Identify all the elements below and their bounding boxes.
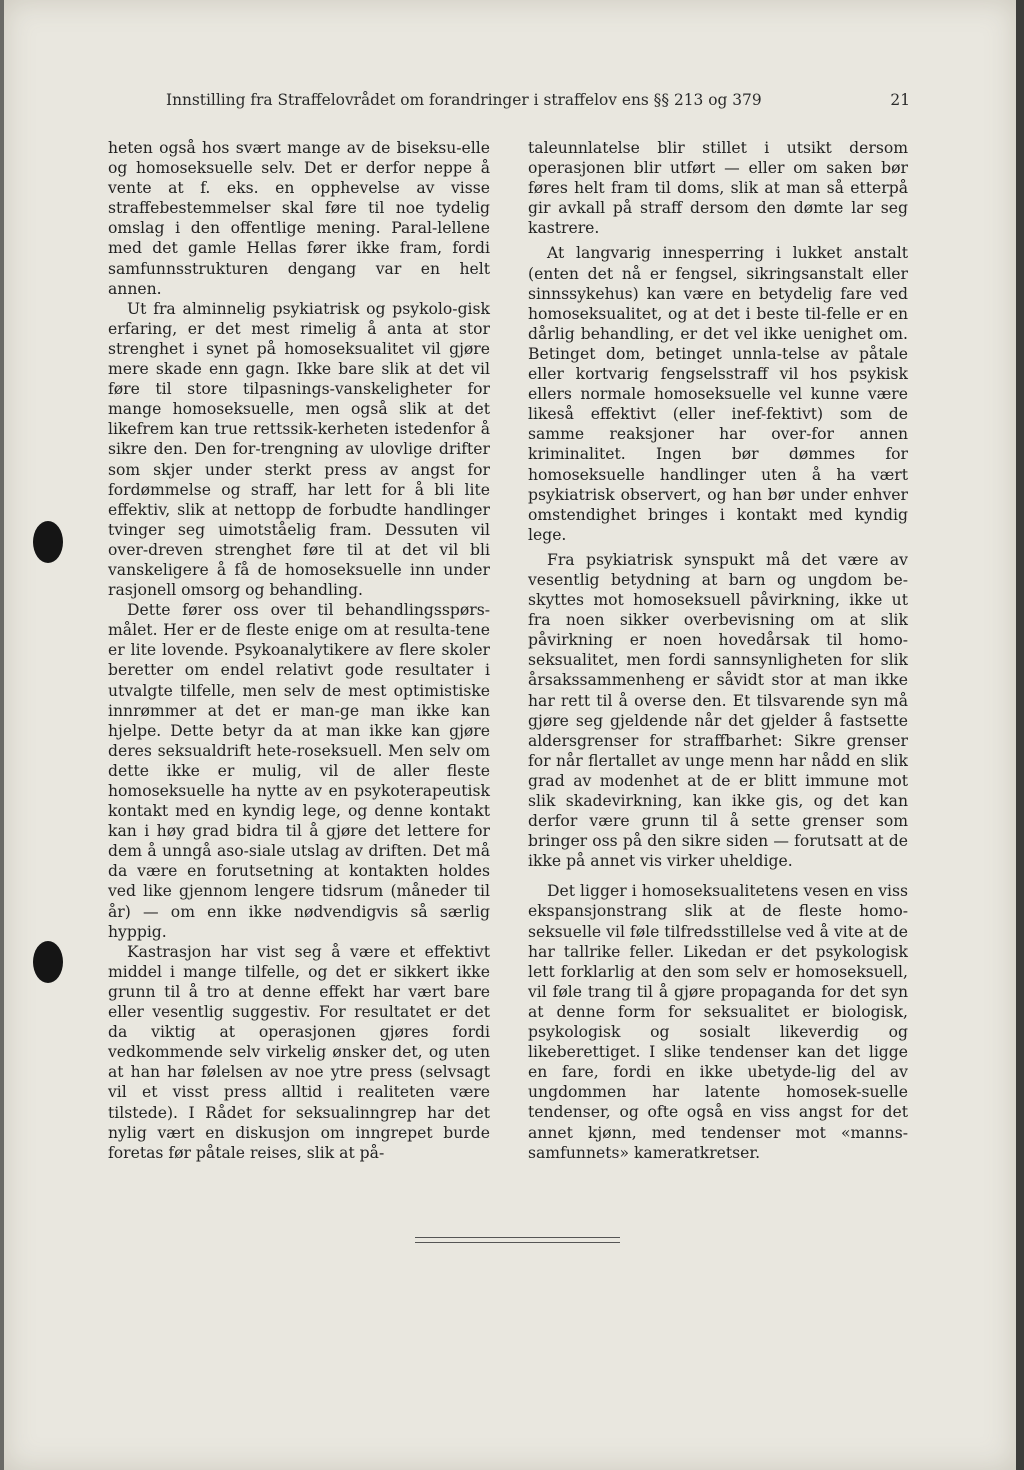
paragraph: Ut fra alminnelig psykiatrisk og psykolo-gisk erfaring, er det mest rimelig å anta at stor strenghet i synet på homoseksualitet vil gjøre mere skade enn gagn. Ikke bare slik at det vil føre til store tilpasnings-vanskeligheter for mange homoseksuelle, men også slik at det likefrem kan true rettssik-kerheten istedenfor å sikre den. Den for-trengning av ulovlige drifter som skjer under sterkt press av angst for fordømmelse og straff, har lett for å bli lite effektiv, slik at nettopp de forbudte handlinger tvinger seg uimotståelig fram. Dessuten vil over-dreven strenghet føre til at det vil bli vanskeligere å få de homoseksuelle inn under rasjonell omsorg og behandling. [108, 299, 490, 600]
punch-hole-upper [33, 521, 63, 563]
paragraph: taleunnlatelse blir stillet i utsikt dersom operasjonen blir utført — eller om saken bør føres helt fram til doms, slik at man så etterpå gir avkall på straff dersom den dømte lar seg kastrere. [528, 139, 908, 238]
left-column [108, 138, 490, 1163]
paragraph: Fra psykiatrisk synspukt må det være av vesentlig betydning at barn og ungdom be-skyttes mot homoseksuell påvirkning, ikke ut fra noen sikker overbevisning om at slik påvirkning er noen hovedårsak til homo-seksualitet, men fordi sannsynligheten for slik årsakssammenheng er såvidt stor at man ikke har rett til å overse den. Et tilsvarende syn må gjøre seg gjeldende når det gjelder å fastsette aldersgrenser for straffbarhet: Sikre grenser for når flertallet av unge menn har nådd en slik grad av modenhet at de er blitt immune mot slik skadevirkning, kan ikke gis, og det kan derfor være grunn til å sette grenser som bringer oss på den sikre siden — forutsatt at de ikke på annet vis virker uheldige. [528, 550, 908, 871]
paragraph: At langvarig innesperring i lukket anstalt (enten det nå er fengsel, sikringsanstalt eller sinnssykehus) kan være en betydelig fare ved homoseksualitet, og at det i beste til-felle er en dårlig behandling, er det vel ikke uenighet om. Betinget dom, betinget unnla-telse av påtale eller kortvarig fengselsstraff vil hos psykisk ellers normale homoseksuelle vel kunne være likeså effektivt (eller inef-fektivt) som de samme reaksjoner har over-for annen kriminalitet. Ingen bør dømmes for homoseksuelle handlinger uten å ha vært psykiatrisk observert, og han bør under enhver omstendighet bringes i kontakt med kyndig lege. [528, 244, 908, 544]
closing-rule [415, 1237, 620, 1243]
paragraph: Kastrasjon har vist seg å være et effektivt middel i mange tilfelle, og det er sikkert ikke grunn til å tro at denne effekt har vært bare eller vesentlig suggestiv. For resultatet er det da viktig at operasjonen gjøres fordi vedkommende selv virkelig ønsker det, og uten at han har følelsen av noe ytre press (selvsagt vil et visst press alltid i realiteten være tilstede). I Rådet for seksualinngrep har det nylig vært en diskusjon om inngrepet burde foretas før påtale reises, slik at på- [108, 942, 490, 1162]
paragraph: Dette fører oss over til behandlingsspørs-målet. Her er de fleste enige om at resulta-tene er lite lovende. Psykoanalytikere av flere skoler beretter om endel relativt gode resultater i utvalgte tilfelle, men selv de mest optimistiske innrømmer at det er man-ge man ikke kan hjelpe. Dette betyr da at man ikke kan gjøre deres seksualdrift hete-roseksuell. Men selv om dette ikke er mulig, vil de aller fleste homoseksuelle ha nytte av en psykoterapeutisk kontakt med en kyndig lege, og denne kontakt kan i høy grad bidra til å gjøre det lettere for dem å unngå aso-siale utslag av driften. Det må da være en forutsetning at kontakten holdes ved like gjennom lengere tidsrum (måneder til år) — om enn ikke nødvendigvis så særlig hyppig. [108, 601, 490, 941]
page-edge [1016, 0, 1024, 1470]
page-number: 21 [890, 91, 910, 109]
paragraph: Det ligger i homoseksualitetens vesen en viss ekspansjonstrang slik at de fleste homo-seksuelle vil føle tilfredsstillelse ved å vite at de har tallrike feller. Likedan er det psykologisk lett forklarlig at den som selv er homoseksuell, vil føle trang til å gjøre propaganda for det syn at denne form for seksualitet er biologisk, psykologisk og sosialt likeverdig og likeberettiget. I slike tendenser kan det ligge en fare, fordi en ikke ubetyde-lig del av ungdommen har latente homosek-suelle tendenser, og ofte også en viss angst for det annet kjønn, med tendenser mot «manns-samfunnets» kameratkretser. [528, 882, 908, 1162]
right-column [528, 138, 908, 1163]
header-title: Innstilling fra Straffelovrådet om forandringer i straffelov ens §§ 213 og 379 [166, 91, 762, 109]
paragraph: heten også hos svært mange av de biseksu-elle og homoseksuelle selv. Det er derfor neppe å vente at f. eks. en opphevelse av visse straffebestemmelser skal føre til noe tydelig omslag i den offentlige mening. Paral-lellene med det gamle Hellas fører ikke fram, fordi samfunnsstrukturen dengang var en helt annen. [108, 139, 490, 298]
punch-hole-lower [33, 941, 63, 983]
